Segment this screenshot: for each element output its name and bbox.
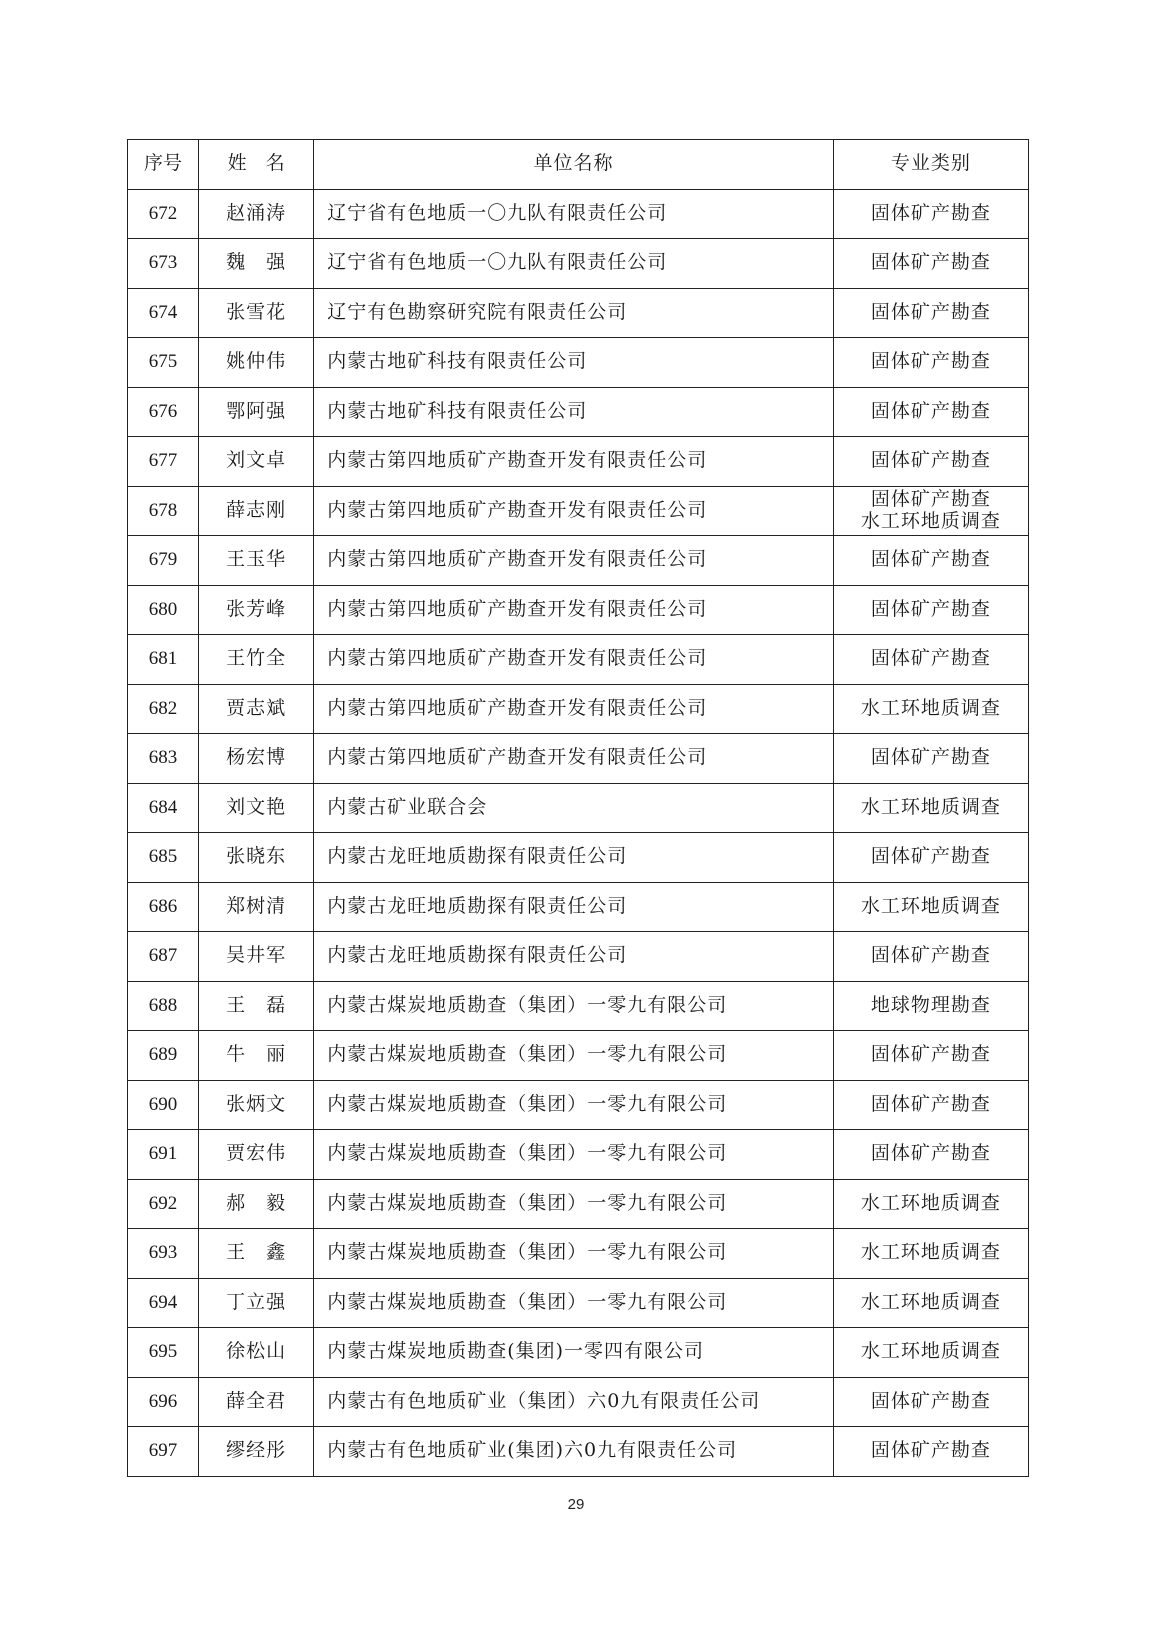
table-row — [128, 1179, 1029, 1229]
name-cell: 贾宏伟 — [199, 1130, 314, 1180]
organization-cell: 辽宁省有色地质一〇九队有限责任公司 — [314, 239, 834, 289]
name-cell: 薛全君 — [199, 1377, 314, 1427]
serial-no-cell: 683 — [128, 734, 199, 784]
category-cell — [833, 486, 1028, 536]
category-cell — [833, 1031, 1028, 1081]
category-label: 固体矿产勘查 — [870, 300, 991, 323]
name-cell: 牛 丽 — [199, 1031, 314, 1081]
table-row — [128, 1229, 1029, 1279]
serial-no-cell: 694 — [128, 1278, 199, 1328]
category-label: 固体矿产勘查 — [870, 201, 991, 224]
category-label: 水工环地质调查 — [860, 1340, 1001, 1363]
name-cell: 鄂阿强 — [199, 387, 314, 437]
category-label: 水工环地质调查 — [860, 696, 1001, 719]
name-cell: 刘文艳 — [199, 783, 314, 833]
name-cell: 王竹全 — [199, 635, 314, 685]
category-cell — [833, 585, 1028, 635]
category-label: 固体矿产勘查 — [870, 647, 991, 670]
registry-table — [127, 139, 1029, 1477]
category-label: 地球物理勘查 — [870, 993, 991, 1016]
organization-cell: 内蒙古煤炭地质勘查(集团)一零四有限公司 — [314, 1328, 834, 1378]
organization-cell: 内蒙古有色地质矿业(集团)六0九有限责任公司 — [314, 1427, 834, 1477]
category-cell — [833, 1179, 1028, 1229]
category-label: 固体矿产勘查 — [870, 548, 991, 571]
organization-cell: 内蒙古龙旺地质勘探有限责任公司 — [314, 932, 834, 982]
name-cell: 郝 毅 — [199, 1179, 314, 1229]
category-cell — [833, 1229, 1028, 1279]
serial-no-cell: 695 — [128, 1328, 199, 1378]
category-cell — [833, 1328, 1028, 1378]
name-cell: 王玉华 — [199, 536, 314, 586]
serial-no-cell: 688 — [128, 981, 199, 1031]
serial-no-cell: 686 — [128, 882, 199, 932]
category-label: 固体矿产勘查 — [870, 449, 991, 472]
serial-no-cell: 693 — [128, 1229, 199, 1279]
category-cell — [833, 833, 1028, 883]
category-label: 固体矿产勘查 — [870, 1142, 991, 1165]
name-cell: 徐松山 — [199, 1328, 314, 1378]
category-cell — [833, 1377, 1028, 1427]
organization-cell: 内蒙古第四地质矿产勘查开发有限责任公司 — [314, 635, 834, 685]
category-cell — [833, 882, 1028, 932]
category-cell — [833, 288, 1028, 338]
category-label: 固体矿产勘查 — [870, 1043, 991, 1066]
organization-cell: 内蒙古煤炭地质勘查（集团）一零九有限公司 — [314, 1278, 834, 1328]
category-label: 水工环地质调查 — [860, 894, 1001, 917]
organization-cell: 内蒙古矿业联合会 — [314, 783, 834, 833]
table-row — [128, 486, 1029, 536]
name-cell: 张芳峰 — [199, 585, 314, 635]
serial-no-cell: 696 — [128, 1377, 199, 1427]
page-number: 29 — [567, 1496, 585, 1513]
table-row — [128, 932, 1029, 982]
category-label: 水工环地质调查 — [860, 795, 1001, 818]
table-row — [128, 1427, 1029, 1477]
table-row — [128, 783, 1029, 833]
category-cell — [833, 684, 1028, 734]
category-cell — [833, 783, 1028, 833]
serial-no-cell: 697 — [128, 1427, 199, 1477]
name-cell: 薛志刚 — [199, 486, 314, 536]
category-cell — [833, 1080, 1028, 1130]
table-row — [128, 1031, 1029, 1081]
organization-cell: 内蒙古煤炭地质勘查（集团）一零九有限公司 — [314, 1031, 834, 1081]
serial-no-cell: 690 — [128, 1080, 199, 1130]
serial-no-cell: 680 — [128, 585, 199, 635]
category-cell — [833, 189, 1028, 239]
category-cell — [833, 338, 1028, 388]
serial-no-cell: 684 — [128, 783, 199, 833]
category-cell — [833, 1130, 1028, 1180]
table-row — [128, 635, 1029, 685]
organization-cell: 辽宁省有色地质一〇九队有限责任公司 — [314, 189, 834, 239]
serial-no-cell: 689 — [128, 1031, 199, 1081]
organization-cell: 辽宁有色勘察研究院有限责任公司 — [314, 288, 834, 338]
table-row — [128, 684, 1029, 734]
category-label: 固体矿产勘查 — [870, 746, 991, 769]
table-row — [128, 882, 1029, 932]
header-category: 专业类别 — [833, 140, 1028, 190]
name-cell: 缪经彤 — [199, 1427, 314, 1477]
name-cell: 张雪花 — [199, 288, 314, 338]
organization-cell: 内蒙古第四地质矿产勘查开发有限责任公司 — [314, 536, 834, 586]
name-cell: 丁立强 — [199, 1278, 314, 1328]
category-label: 固体矿产勘查 — [870, 399, 991, 422]
organization-cell: 内蒙古龙旺地质勘探有限责任公司 — [314, 882, 834, 932]
table-row — [128, 1328, 1029, 1378]
category-label: 固体矿产勘查 — [870, 845, 991, 868]
category-label: 固体矿产勘查 — [870, 487, 991, 510]
category-cell — [833, 981, 1028, 1031]
name-cell: 杨宏博 — [199, 734, 314, 784]
table-body — [128, 189, 1029, 1476]
table-row — [128, 981, 1029, 1031]
serial-no-cell: 682 — [128, 684, 199, 734]
organization-cell: 内蒙古龙旺地质勘探有限责任公司 — [314, 833, 834, 883]
organization-cell: 内蒙古地矿科技有限责任公司 — [314, 387, 834, 437]
serial-no-cell: 692 — [128, 1179, 199, 1229]
header-name: 姓 名 — [199, 140, 314, 190]
organization-cell: 内蒙古第四地质矿产勘查开发有限责任公司 — [314, 734, 834, 784]
name-cell: 张炳文 — [199, 1080, 314, 1130]
organization-cell: 内蒙古煤炭地质勘查（集团）一零九有限公司 — [314, 1229, 834, 1279]
category-cell — [833, 536, 1028, 586]
category-cell — [833, 734, 1028, 784]
category-label: 固体矿产勘查 — [870, 597, 991, 620]
table-row — [128, 1377, 1029, 1427]
serial-no-cell: 687 — [128, 932, 199, 982]
category-label: 固体矿产勘查 — [870, 350, 991, 373]
category-cell — [833, 437, 1028, 487]
table-row — [128, 387, 1029, 437]
serial-no-cell: 679 — [128, 536, 199, 586]
name-cell: 姚仲伟 — [199, 338, 314, 388]
serial-no-cell: 678 — [128, 486, 199, 536]
name-cell: 王 鑫 — [199, 1229, 314, 1279]
category-label: 固体矿产勘查 — [870, 1389, 991, 1412]
name-cell: 吴井军 — [199, 932, 314, 982]
name-cell: 魏 强 — [199, 239, 314, 289]
category-cell — [833, 1427, 1028, 1477]
organization-cell: 内蒙古第四地质矿产勘查开发有限责任公司 — [314, 437, 834, 487]
header-organization: 单位名称 — [314, 140, 834, 190]
name-cell: 郑树清 — [199, 882, 314, 932]
table-row — [128, 585, 1029, 635]
table-row — [128, 288, 1029, 338]
table-header-row — [128, 140, 1029, 190]
serial-no-cell: 672 — [128, 189, 199, 239]
name-cell: 赵涌涛 — [199, 189, 314, 239]
category-label: 固体矿产勘查 — [870, 1439, 991, 1462]
name-cell: 王 磊 — [199, 981, 314, 1031]
category-label: 水工环地质调查 — [860, 1241, 1001, 1264]
category-cell — [833, 635, 1028, 685]
category-cell — [833, 1278, 1028, 1328]
table-row — [128, 1278, 1029, 1328]
table-row — [128, 734, 1029, 784]
serial-no-cell: 685 — [128, 833, 199, 883]
organization-cell: 内蒙古煤炭地质勘查（集团）一零九有限公司 — [314, 981, 834, 1031]
category-label: 水工环地质调查 — [860, 509, 1001, 532]
serial-no-cell: 677 — [128, 437, 199, 487]
organization-cell: 内蒙古第四地质矿产勘查开发有限责任公司 — [314, 486, 834, 536]
table-row — [128, 1130, 1029, 1180]
organization-cell: 内蒙古煤炭地质勘查（集团）一零九有限公司 — [314, 1080, 834, 1130]
table-row — [128, 189, 1029, 239]
serial-no-cell: 673 — [128, 239, 199, 289]
serial-no-cell: 676 — [128, 387, 199, 437]
table-row — [128, 833, 1029, 883]
serial-no-cell: 681 — [128, 635, 199, 685]
organization-cell: 内蒙古第四地质矿产勘查开发有限责任公司 — [314, 684, 834, 734]
category-cell — [833, 932, 1028, 982]
serial-no-cell: 675 — [128, 338, 199, 388]
organization-cell: 内蒙古煤炭地质勘查（集团）一零九有限公司 — [314, 1179, 834, 1229]
organization-cell: 内蒙古第四地质矿产勘查开发有限责任公司 — [314, 585, 834, 635]
name-cell: 刘文卓 — [199, 437, 314, 487]
category-label: 水工环地质调查 — [860, 1290, 1001, 1313]
serial-no-cell: 674 — [128, 288, 199, 338]
category-cell — [833, 387, 1028, 437]
category-label: 固体矿产勘查 — [870, 251, 991, 274]
organization-cell: 内蒙古有色地质矿业（集团）六0九有限责任公司 — [314, 1377, 834, 1427]
table-row — [128, 437, 1029, 487]
category-label: 水工环地质调查 — [860, 1191, 1001, 1214]
table-row — [128, 239, 1029, 289]
serial-no-cell: 691 — [128, 1130, 199, 1180]
table-row — [128, 536, 1029, 586]
table-row — [128, 1080, 1029, 1130]
organization-cell: 内蒙古地矿科技有限责任公司 — [314, 338, 834, 388]
organization-cell: 内蒙古煤炭地质勘查（集团）一零九有限公司 — [314, 1130, 834, 1180]
category-label: 固体矿产勘查 — [870, 944, 991, 967]
header-serial-no: 序号 — [128, 140, 199, 190]
category-label: 固体矿产勘查 — [870, 1092, 991, 1115]
table-row — [128, 338, 1029, 388]
name-cell: 张晓东 — [199, 833, 314, 883]
category-cell — [833, 239, 1028, 289]
name-cell: 贾志斌 — [199, 684, 314, 734]
